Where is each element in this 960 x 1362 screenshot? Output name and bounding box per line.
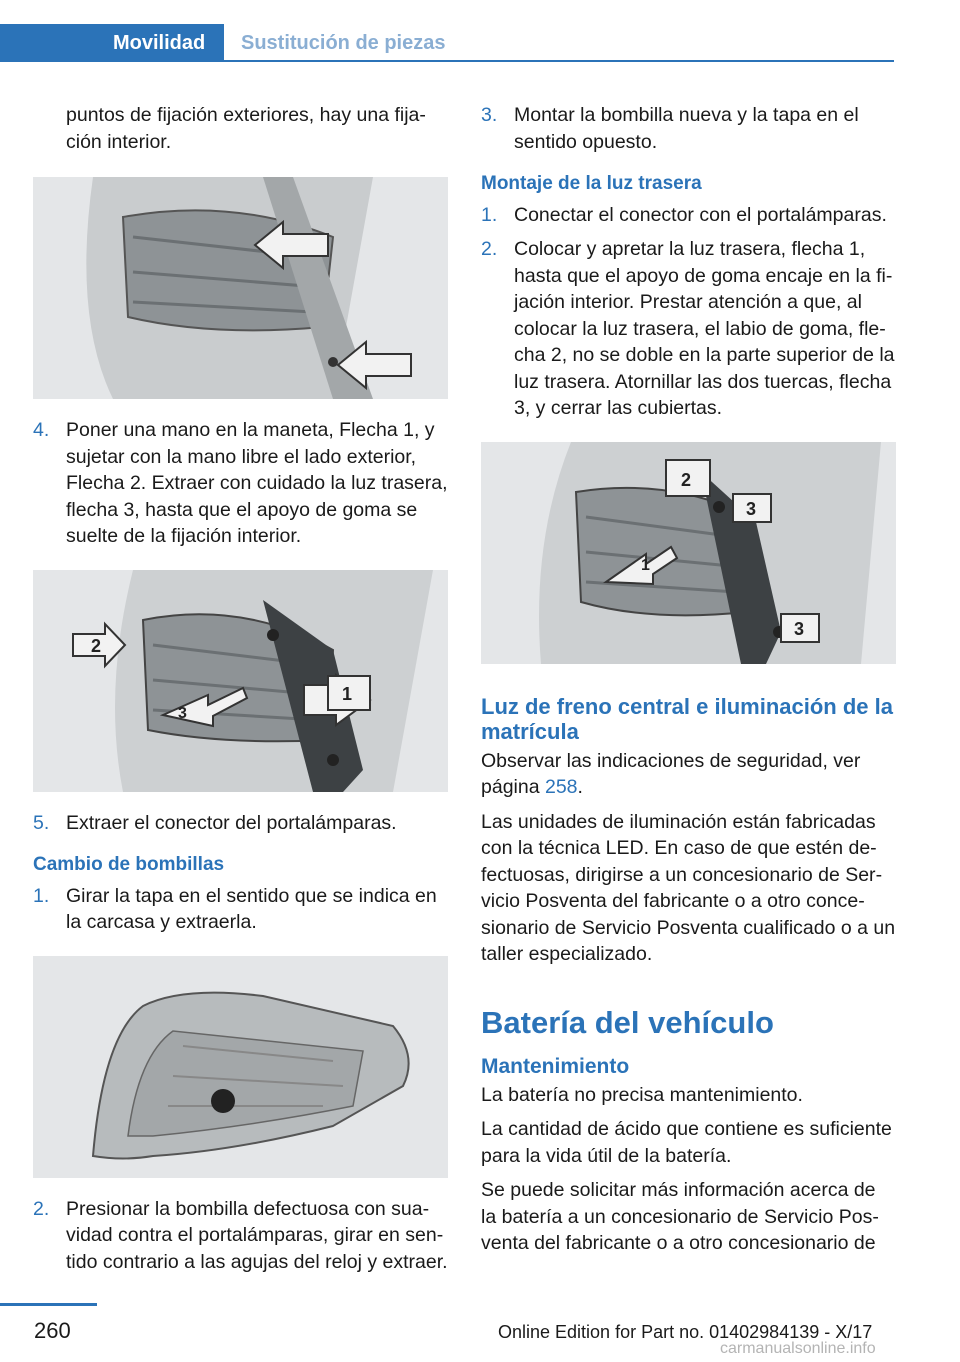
- safety-end: .: [577, 776, 583, 798]
- figure-arrow-3b-label: 3: [794, 618, 805, 639]
- left-column: [33, 102, 448, 1283]
- step-number: 1.: [33, 884, 50, 907]
- mount-step-2: [481, 236, 896, 422]
- step-5: [33, 810, 448, 837]
- heading-mantenimiento: Mantenimiento: [481, 1054, 630, 1078]
- page-link-258[interactable]: 258: [544, 776, 578, 798]
- figure-arrow-2-label: 2: [91, 635, 102, 656]
- figure-lamp-housing: [33, 956, 448, 1178]
- step-text: Poner una mano en la maneta, Flecha 1, y sujetar con la mano libre el lado exterior, Flecha 2. Extraer con cuidado la luz trasera, flecha 3, hasta que el apoyo de goma se suelte de la fijación interior.: [66, 419, 448, 547]
- tab-movilidad[interactable]: Movilidad: [0, 24, 224, 62]
- bulb-step-3: [481, 102, 896, 155]
- bulb-step-1: [33, 883, 448, 936]
- step-number: 3.: [481, 104, 498, 126]
- page-number: 260: [34, 1318, 71, 1343]
- step-text: Presionar la bombilla defectuosa con suavidad contra el portalámparas, girar en sentido contrario a las agujas del reloj y extraer.: [66, 1197, 448, 1273]
- step-number: 5.: [33, 811, 50, 834]
- step-number: 4.: [33, 419, 50, 441]
- bulb-step-2: [33, 1196, 448, 1276]
- heading-luz-de-freno: Luz de freno central e iluminación de la matrícula: [481, 693, 893, 744]
- step-text: Colocar y apretar la luz trasera, flecha 1, hasta que el apoyo de goma encaje en la fijación interior. Prestar atención a que, al colocar la luz trasera, el labio de goma, flecha 2, no se doble en la parte superior de la luz trasera. Atornillar las dos tuercas, flecha 3, y cerrar las cubiertas.: [514, 238, 895, 419]
- step-text: Montar la bombilla nueva y la tapa en el sentido opuesto.: [514, 104, 859, 153]
- subheading-cambio-de-bombillas: Cambio de bombillas: [33, 854, 225, 875]
- step-number: 2.: [481, 238, 498, 260]
- tab-sustitucion-de-piezas[interactable]: Sustitución de piezas: [241, 32, 446, 54]
- safety-text: Observar las indicaciones de seguridad, ver página: [481, 749, 861, 798]
- step-text: Girar la tapa en el sentido que se indica en la carcasa y extraerla.: [66, 884, 437, 933]
- header-rule: [224, 60, 894, 62]
- page-header: [0, 0, 894, 62]
- figure-arrow-3a-label: 3: [746, 498, 757, 519]
- figure-remove-taillight: [33, 570, 448, 792]
- maintenance-text-2: La cantidad de ácido que contiene es suficiente para la vida útil de la batería.: [481, 1118, 892, 1167]
- heading-bateria: Batería del vehículo: [481, 1004, 774, 1040]
- maintenance-text-3: Se puede solicitar más información acerca de la batería a un concesionario de Servicio Posventa del fabricante o a otro concesionario de: [481, 1179, 879, 1254]
- watermark: carmanualsonline.info: [720, 1340, 876, 1357]
- led-text: Las unidades de iluminación están fabricadas con la técnica LED. En caso de que estén defectuosas, dirigirse a un concesionario de Servicio Posventa del fabricante o a otro concesionario de Servicio Posventa cualificado o a un taller especializado.: [481, 810, 896, 965]
- footer-rule: [0, 1303, 97, 1306]
- safety-reference: [481, 748, 896, 801]
- figure-arrow-1-label: 1: [342, 683, 353, 704]
- subheading-montaje: Montaje de la luz trasera: [481, 173, 702, 194]
- maintenance-text-1: La batería no precisa mantenimiento.: [481, 1083, 803, 1106]
- figure-install-taillight: [481, 442, 896, 664]
- step-4: [33, 417, 448, 550]
- step-number: 1.: [481, 203, 498, 226]
- edition-text: Online Edition for Part no. 01402984139 - X/17: [498, 1322, 873, 1342]
- mount-step-1: [481, 202, 896, 229]
- step-text: Conectar el conector con el portalámparas.: [514, 203, 887, 226]
- figure-taillight-screws: [33, 177, 448, 399]
- intro-text: puntos de fijación exteriores, hay una fijación interior.: [66, 104, 426, 153]
- step-number: 2.: [33, 1197, 50, 1220]
- step-text: Extraer el conector del portalámparas.: [66, 811, 397, 834]
- right-column: [481, 102, 896, 1265]
- figure-arrow-2-label: 2: [681, 469, 692, 490]
- figure-arrow-3-label: 3: [178, 704, 187, 722]
- figure-arrow-1-label: 1: [641, 556, 650, 574]
